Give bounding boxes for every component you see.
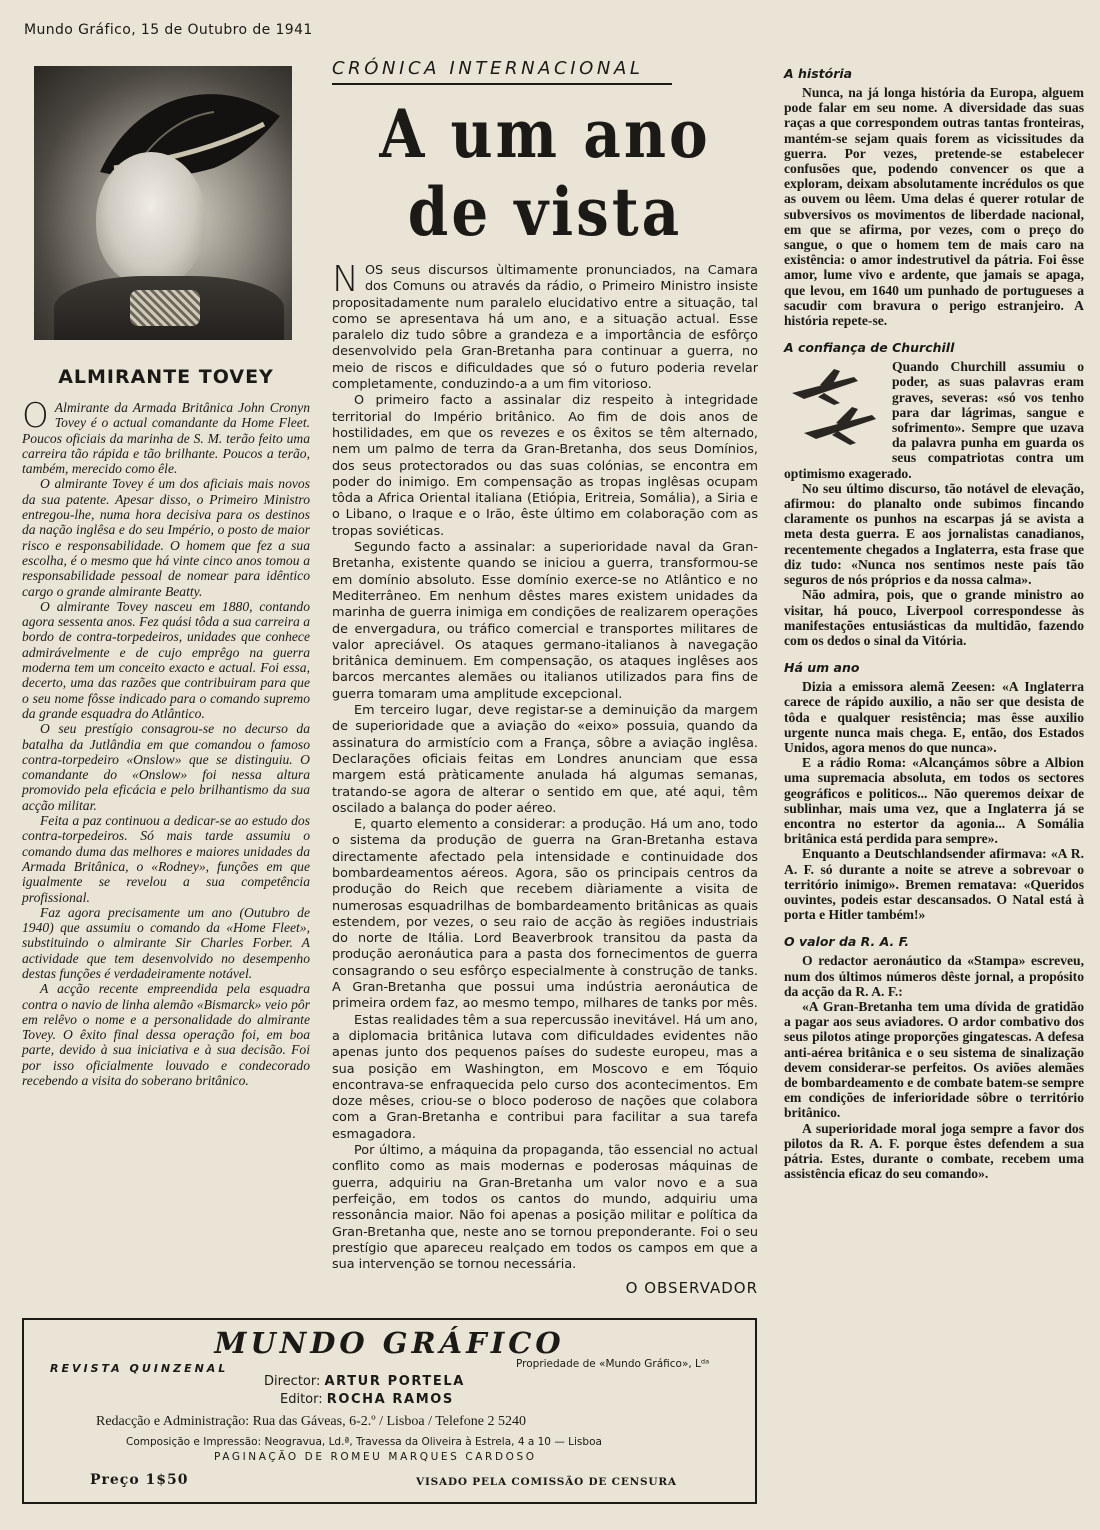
drop-cap: O — [22, 396, 49, 436]
subheading-ha-um-ano: Há um ano — [784, 660, 860, 676]
chronicle-body — [332, 259, 758, 1273]
portrait-face — [96, 152, 206, 286]
tovey-paragraph: O almirante Tovey nasceu em 1880, contando agora sessenta anos. Fez quási tôda a sua carreira a bordo de contra-torpedeiros, unidades que conhece admirávelmente e de cujo emprêgo na guerra moderna tem um conceito exacto e actual. Foi essa, decerto, uma das razões que contribuiram para que o seu nome fôsse indicado para o comando supremo da grande esquadra do Atlântico. — [22, 598, 310, 721]
chronicle-paragraph: E, quarto elemento a considerar: a produção. Há um ano, todo o sistema da produção de guerra na Gran-Bretanha estava directamente afectado pela intensidade e continuidade dos bombardeamentos aéreos. Agora, são os principais centros da produção do Reich que recebem diàriamente a visita de numerosas esquadrilhas de bombardeamento britânicas as quais estendem, por vezes, o seu raio de acção às regiões industriais do norte de Itália. Lord Beaverbrook transitou da pasta da produção aeronáutica para a pasta dos fornecimentos de guerra consagrando o seu esfôrço especialmente à construção de tanks. A Gran-Bretanha que possui uma indústria aeronáutica de primeira ordem faz, ao mesmo tempo, milhares de tanks por mês. — [332, 817, 758, 1012]
ha-um-ano-paragraph: E a rádio Roma: «Alcançámos sôbre a Albion uma supremacia absoluta, em todos os sectores geográficos e politicos... Não queremos deixar de sublinhar, mais uma vez, que a Inglaterra já se encontra no estertor da agonia... A Somália britânica está perdida para sempre». — [784, 755, 1084, 847]
airplanes-icon — [784, 363, 884, 459]
masthead-address: Redacção e Administração: Rua das Gáveas, 6-2.º / Lisboa / Telefone 2 5240 — [96, 1414, 526, 1429]
churchill-paragraph: Quando Churchill assumiu o poder, as suas palavras eram graves, severas: «só vos tenho para dar lágrimas, sangue e sofrimento». Sempre que uzava da palavra punha em guarda os seus compatriotas contra um optimismo exagerado. — [784, 359, 1084, 481]
ha-um-ano-paragraph: Dizia a emissora alemã Zeesen: «A Inglaterra carece de rápido auxilio, a não ser que desista de tôda e qualquer resistência; mas êsse auxilio urgente nunca mais chega. E, então, dos Estados Unidos, agora menos do que nunca». — [784, 679, 1084, 755]
masthead-printing: Composição e Impressão: Neogravua, Ld.ª, Travessa da Oliveira à Estrela, 4 a 10 — Lisboa — [126, 1436, 602, 1448]
chronicle-paragraph: NOS seus discursos ùltimamente pronunciados, na Camara dos Comuns ou através da rádio, o Primeiro Ministro insiste propositadamente num paralelo elucidativo entre a situação, tal como se apresentava há um ano, e a situação actual. Esse paralelo diz tudo sôbre a grandeza e a importância de esfôrço desenvolvido pela Gran-Bretanha para continuar a guerra, no meio de riscos e dificuldades que só o futuro poderia revelar completamente, conduzindo-a a um fim vitorioso. — [332, 259, 758, 393]
chronicle-paragraph: Estas realidades têm a sua repercussão inevitável. Há um ano, a diplomacia britânica lutava com dificuldades evidentes não apenas junto dos pequenos países do sudeste europeu, mas a sua posição em Washington, em Moscovo e em Tóquio encontrava-se enfraquecida pelo curso dos acontecimentos. Em doze mêses, criou-se o bloco poderoso de nações que colabora com a Gran-Bretanha e contribui para facilitar a sua tarefa esmagadora. — [332, 1012, 758, 1142]
author-signature: O OBSERVADOR — [625, 1279, 758, 1298]
masthead-censorship: VISADO PELA COMISSÃO DE CENSURA — [416, 1476, 677, 1488]
center-column — [332, 58, 758, 1297]
subheading-churchill: A confiança de Churchill — [784, 340, 955, 356]
historia-paragraph: Nunca, na já longa história da Europa, alguem pode falar em seu nome. A diversidade das suas raças a que correspondem outras tantas fronteiras, mantém-se sejam quais forem as vicissitudes da guerra. Por vezes, pretende-se estabelecer confusões que, podendo convencer os que a exploram, deixam absolutamente incrédulos os que as ouvem ou lêem. Uma delas é querer rotular de subversivos os movimentos de liberdade nacional, em que se afirma, por vezes, com o preço do sangue, o que o homem tem de mais caro na existência: o amor indestrutivel da pátria. Foi êsse amor, lume vivo e ardente, que jamais se apaga, que levou, em 1640 um punhado de portugueses a sacudir com bravura o perigo estranjeiro. A história repete-se. — [784, 85, 1084, 329]
subheading-raf: O valor da R. A. F. — [784, 934, 910, 950]
admiral-portrait — [34, 66, 292, 340]
headline: A um ano de vista — [379, 94, 711, 252]
tovey-paragraph: O almirante Tovey é um dos aficiais mais novos da sua patente. Apesar disso, o Primeiro Ministro entregou-lhe, numa hora decisiva para os destinos da nação inglêsa e do seu Império, o posto de maior risco e responsabilidade. O homem que fez a sua escolha, é o mesmo que há vinte cinco anos tomou a responsabilidade pessoal de nomear para idêntico cargo o grande almirante Beatty. — [22, 476, 310, 599]
churchill-paragraph: No seu último discurso, tão notável de elevação, afirmou: do planalto onde subimos fincando claramente os punhos na escarpas já se avista a meta desta guerra. E aos jornalistas canadianos, recentemente chegados a Inglaterra, esta frase que diz tudo: «Nunca nos sentimos neste país tão seguros de nós próprios e da nossa calma». — [784, 480, 1084, 588]
masthead-title: MUNDO GRÁFICO — [214, 1326, 565, 1360]
article-title-tovey: ALMIRANTE TOVEY — [58, 366, 274, 388]
masthead-price: Preço 1$50 — [90, 1472, 189, 1488]
portrait-collar-braid — [130, 290, 200, 326]
masthead-director: Director: ARTUR PORTELA — [264, 1374, 465, 1389]
ha-um-ano-paragraph: Enquanto a Deutschlandsender afirmava: «A R. A. F. só durante a noite se atreve a sobrevoar o território inimigo». Bremen rematava: «Queridos ouvintes, podeis estar descansados. O Natal está à porta e Hitler também!» — [784, 846, 1084, 923]
raf-paragraph: «A Gran-Bretanha tem uma dívida de gratidão a pagar aos seus aviadores. O ardor combativo dos seus pilotos atinge proporções gingatescas. A defesa anti-aérea britânica e o seu sistema de sinalização devem considerar-se perfeitos. Os aviões alemães de bombardeamento e de combate batem-se sempre em condições de inferioridade sôbre o território britânico. — [784, 998, 1084, 1121]
tovey-paragraph: O seu prestígio consagrou-se no decurso da batalha da Jutlândia em que comandou o famoso contra-torpedeiro «Onslow» que se distinguiu. O comandante do «Onslow» foi nessa altura promovido pela eficácia e pelo brilhantismo da sua acção militar. — [22, 721, 310, 813]
masthead-box — [22, 1318, 757, 1504]
tovey-paragraph: Faz agora precisamente um ano (Outubro de 1940) que assumiu o comando da «Home Fleet», substituindo o almirante Sir Charles Forber. A actividade que tem desenvolvido no desempenho destas funções é verdadeiramente notável. — [22, 904, 310, 981]
page-header-date: Mundo Gráfico, 15 de Outubro de 1941 — [24, 22, 313, 38]
tovey-paragraph: O Almirante da Armada Britânica John Cronyn Tovey é o actual comandante da Home Fleet. Poucos oficiais da marinha de S. M. terão feito uma carreira tão rápida e tão brilhante. Poucos a terão, também, merecido como êle. — [22, 396, 310, 477]
chronicle-paragraph: O primeiro facto a assinalar diz respeito à integridade territorial do Império britânico. Ao fim de dois anos de hostilidades, em que os revezes e os êxitos se têm alternado, nem um palmo de terra da Gran-Bretanha, dos seus Domínios, dos seus protectorados ou das suas colónias, se encontra em poder do inimigo. Em compensação as tropas inglêsas ocupam tôda a Africa Oriental italiana (Etiópia, Eritreia, Somália), a Siria e o Libano, o Iraque e o Irão, êste último em colaboração com as tropas soviéticas. — [332, 393, 758, 539]
chronicle-paragraph: Em terceiro lugar, deve registar-se a deminuição da margem de superioridade que a aviação do «eixo» possuia, quando da assinatura do armistício com a França, sôbre a aviação inglêsa. Declarações oficiais feitas em Londres anunciam que essa margem está pràticamente anulada há algumas semanas, tratando-se agora de alterar o sentido em que, até aqui, têm oscilado a balança do poder aéreo. — [332, 703, 758, 816]
left-column — [22, 66, 310, 1088]
section-label: CRÓNICA INTERNACIONAL — [332, 58, 672, 85]
tovey-paragraph: Feita a paz continuou a dedicar-se ao estudo dos contra-torpedeiros. Só mais tarde assumiu o comando duma das melhores e maiores unidades da Armada Britânica, o «Rodney», funções em que igualmente se revelou a sua competência profissional. — [22, 813, 310, 905]
masthead-property: Propriedade de «Mundo Gráfico», Lᵈᵃ — [516, 1358, 710, 1370]
subheading-historia: A história — [784, 66, 853, 81]
tovey-paragraph: A acção recente empreendida pela esquadra contra o navio de linha alemão «Bismarck» veio pôr em relêvo o nome e a personalidade do almirante Tovey. O êxito final dessa operação foi, em boa parte, devido à sua iniciativa e à sua decisão. Foi por isso oficialmente louvado e condecorado recebendo a visita do soberano britânico. — [22, 981, 310, 1089]
masthead-editor: Editor: ROCHA RAMOS — [280, 1392, 454, 1407]
churchill-paragraph: Não admira, pois, que o grande ministro ao visitar, há pouco, Liverpool correspondesse às manifestações entusiásticas da multidão, fazendo com os dedos o sinal da Vitória. — [784, 587, 1084, 648]
chronicle-paragraph: Por último, a máquina da propaganda, tão essencial no actual conflito como as mais modernas e poderosas máquinas de guerra, adquiriu na Gran-Bretanha um valor novo e a sua perfeição, em todos os cantos do mundo, adquiriu uma ressonância maior. Não foi apenas a posição militar e política da Gran-Bretanha que, neste ano se tornou preponderante. Foi o seu prestígio que apareceu realçado em todos os campos em que a sua intervenção se tornou necessária. — [332, 1143, 758, 1273]
masthead-layout-credit: PAGINAÇÃO DE ROMEU MARQUES CARDOSO — [214, 1451, 537, 1463]
right-column — [784, 60, 1084, 1181]
tovey-article-body — [22, 396, 310, 1089]
raf-paragraph: O redactor aeronáutico da «Stampa» escreveu, num dos últimos números dêste jornal, a propósito da acção da R. A. F.: — [784, 953, 1084, 999]
raf-paragraph: A superioridade moral joga sempre a favor dos pilotos da R. A. F. porque êstes defendem a sua pátria. Estes, durante o combate, recebem uma assistência eficaz do seu comando». — [784, 1120, 1084, 1182]
chronicle-paragraph: Segundo facto a assinalar: a superioridade naval da Gran-Bretanha, existente quando se iniciou a guerra, transformou-se em domínio absoluto. Esse domínio exerce-se no Atlântico e no Mediterrâneo. Em nenhum dêstes mares existem unidades da marinha de guerra inimiga em condições de realizarem operações de envergadura, ou tráfico comercial e transportes militares de valor apreciável. Os ataques germano-italianos à navegação britânica deminuem. Em compensação, os ataques inglêses aos barcos mercantes alemães ou italianos utilizados para fins de guerra tomaram uma amplitude excepcional. — [332, 540, 758, 702]
drop-cap: N — [332, 259, 359, 300]
masthead-subtitle: REVISTA QUINZENAL — [50, 1362, 229, 1375]
